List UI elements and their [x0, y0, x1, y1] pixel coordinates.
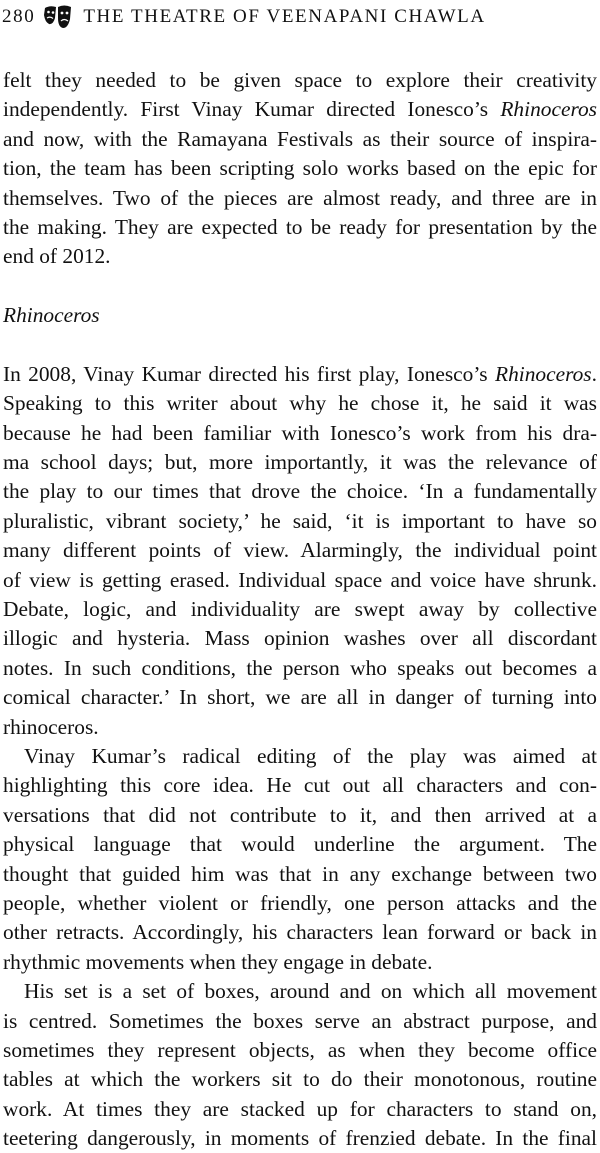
text-line: pluralistic, vibrant society,’ he said, ‘it is important to have so	[3, 508, 597, 533]
theatre-masks-icon	[43, 3, 73, 31]
text-line: and now, with the Ramayana Festivals as their source of inspira-	[3, 126, 597, 151]
page-number: 280	[2, 6, 36, 27]
text-line: comical character.’ In short, we are all in danger of turning into	[3, 685, 597, 710]
text-line: versations that did not contribute to it, and then arrived at a	[3, 802, 597, 827]
text-line: His set is a set of boxes, around and on which all movement	[24, 979, 597, 1004]
text-line: felt they needed to be given space to explore their creativity	[3, 68, 597, 92]
text-line: Vinay Kumar’s radical editing of the play was aimed at	[24, 743, 597, 768]
play-title: Rhinoceros	[500, 97, 597, 122]
text-line: rhythmic movements when they engage in debate.	[3, 949, 433, 974]
text-line: because he had been familiar with Ionesco’s work from his dra-	[3, 420, 597, 445]
text-line: independently. First Vinay Kumar directed Ionesco’s Rhinoceros	[3, 97, 597, 122]
text-line: illogic and hysteria. Mass opinion washes over all discordant	[3, 626, 597, 651]
text-line: tables at which the workers sit to do their monotonous, routine	[3, 1067, 597, 1092]
text-line: many different points of view. Alarmingly, the individual point	[3, 538, 597, 563]
paragraph-3	[3, 742, 597, 977]
text-line: of view is getting erased. Individual space and voice have shrunk.	[3, 567, 597, 592]
text-line: thought that guided him was that in any exchange between two	[3, 861, 597, 886]
paragraph-4	[3, 977, 597, 1153]
text-line: tion, the team has been scripting solo works based on the epic for	[3, 156, 597, 181]
text-line: end of 2012.	[3, 244, 111, 269]
text-line: people, whether violent or friendly, one person attacks and the	[3, 890, 597, 915]
text-line: notes. In such conditions, the person who speaks out becomes a	[3, 655, 597, 680]
text-line: physical language that would underline the argument. The	[3, 832, 597, 857]
text-line: Speaking to this writer about why he chose it, he said it was	[3, 391, 597, 416]
text-line: In 2008, Vinay Kumar directed his first play, Ionesco’s Rhinoceros.	[3, 361, 597, 386]
running-head	[2, 2, 600, 32]
paragraph-1	[3, 66, 597, 272]
text-line: highlighting this core idea. He cut out all characters and con-	[3, 773, 597, 798]
text-line: sometimes they represent objects, as when they become office	[3, 1037, 597, 1062]
text-line: ma school days; but, more importantly, it was the relevance of	[3, 450, 597, 475]
text-line: teetering dangerously, in moments of frenzied debate. In the final	[3, 1126, 597, 1151]
play-title: Rhinoceros	[495, 361, 592, 386]
text-line: the making. They are expected to be ready for presentation by the	[3, 214, 597, 239]
paragraph-2	[3, 360, 597, 742]
section-heading: Rhinoceros	[3, 303, 100, 328]
text-line: themselves. Two of the pieces are almost ready, and three are in	[3, 185, 597, 210]
text-line: rhinoceros.	[3, 714, 99, 739]
text-line: work. At times they are stacked up for characters to stand on,	[3, 1096, 597, 1121]
text-line: other retracts. Accordingly, his characters lean forward or back in	[3, 920, 597, 945]
running-title: THE THEATRE OF VEENAPANI CHAWLA	[83, 6, 486, 27]
body-text	[3, 66, 597, 1153]
text-line: the play to our times that drove the choice. ‘In a fundamentally	[3, 479, 597, 504]
text-line: is centred. Sometimes the boxes serve an abstract purpose, and	[3, 1008, 597, 1033]
text-line: Debate, logic, and individuality are swept away by collective	[3, 597, 597, 622]
